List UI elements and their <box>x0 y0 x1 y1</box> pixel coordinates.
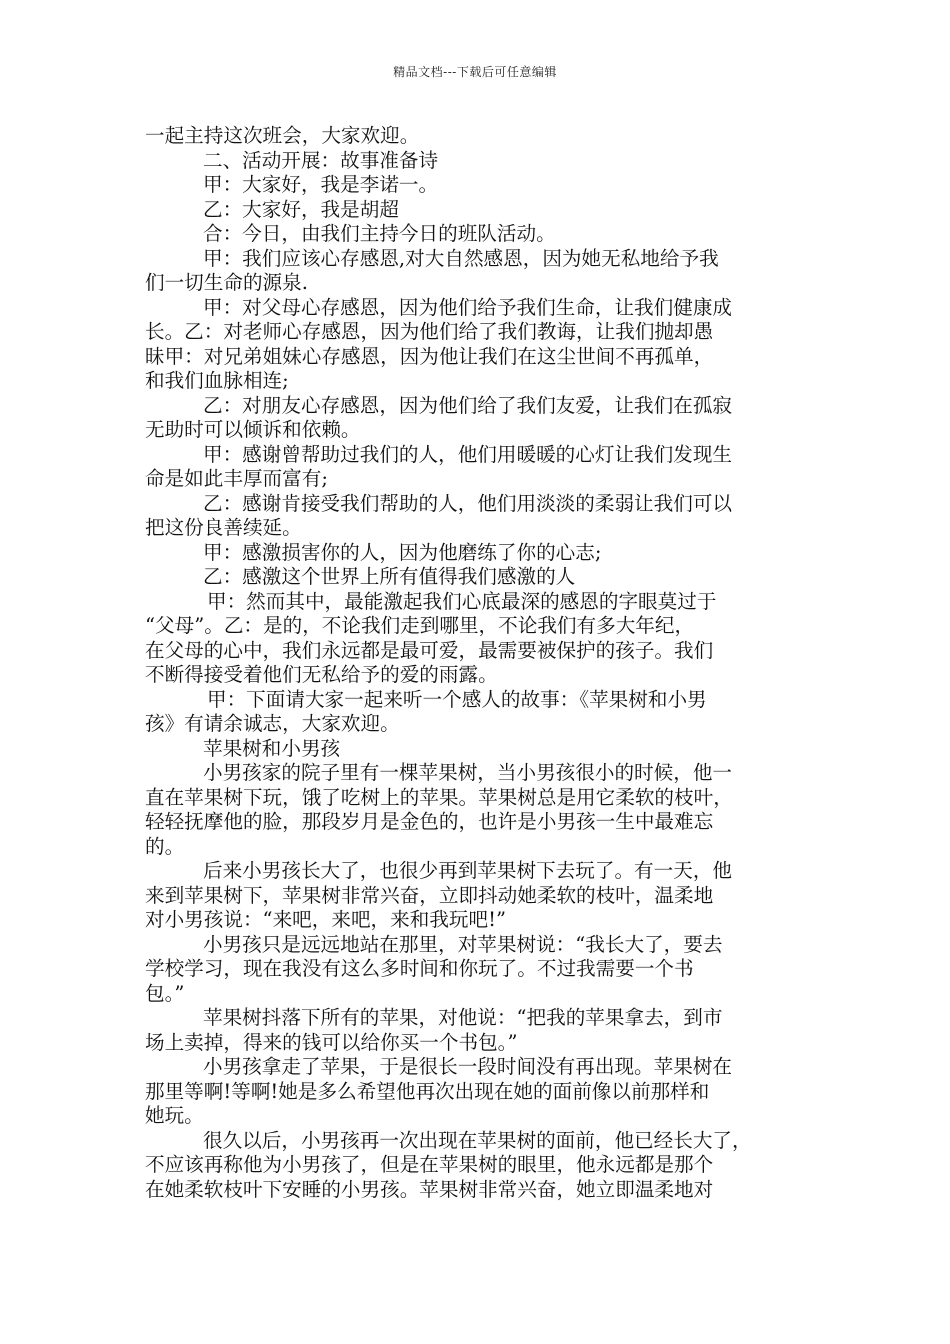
text-line: 很久以后，小男孩再一次出现在苹果树的面前，他已经长大了， <box>203 1128 752 1152</box>
text-line: 不断得接受着他们无私给予的爱的雨露。 <box>145 663 498 686</box>
text-line: 无助时可以倾诉和依赖。 <box>145 418 361 441</box>
text-line: 甲：然而其中，最能激起我们心底最深的感恩的字眼莫过于 <box>207 589 717 613</box>
text-line: 小男孩家的院子里有一棵苹果树，当小男孩很小的时候，他一 <box>203 761 733 784</box>
text-line: 乙：感激这个世界上所有值得我们感激的人 <box>203 565 576 588</box>
text-line: 们一切生命的源泉. <box>145 271 308 294</box>
text-line: 在父母的心中，我们永远都是最可爱，最需要被保护的孩子。我们 <box>145 638 714 662</box>
text-line: 的。 <box>145 834 185 858</box>
text-line: 长。乙：对老师心存感恩，因为他们给了我们教诲，让我们抛却愚 <box>145 320 714 343</box>
text-line: 命是如此丰厚而富有; <box>145 467 328 490</box>
text-line: 甲：下面请大家一起来听一个感人的故事：《苹果树和小男 <box>207 687 707 711</box>
text-line: 直在苹果树下玩，饿了吃树上的苹果。苹果树总是用它柔软的枝叶， <box>145 785 733 809</box>
text-line: 甲：大家好，我是李诺一。 <box>203 173 439 196</box>
text-line: 乙：感谢肯接受我们帮助的人，他们用淡淡的柔弱让我们可以 <box>203 491 733 515</box>
text-line: 不应该再称他为小男孩了，但是在苹果树的眼里，他永远都是那个 <box>145 1153 714 1176</box>
text-line: 轻轻抚摩他的脸，那段岁月是金色的，也许是小男孩一生中最难忘 <box>145 810 714 833</box>
text-line: 一起主持这次班会，大家欢迎。 <box>145 124 420 147</box>
text-line: 合：今日，由我们主持今日的班队活动。 <box>203 222 556 245</box>
text-line: 甲：感谢曾帮助过我们的人，他们用暖暖的心灯让我们发现生 <box>203 442 733 466</box>
text-line: 场上卖掉，得来的钱可以给你买一个书包。” <box>145 1030 518 1054</box>
text-line: 学校学习，现在我没有这么多时间和你玩了。不过我需要一个书 <box>145 957 694 980</box>
text-line: “父母”。乙：是的，不论我们走到哪里，不论我们有多大年纪， <box>145 614 695 637</box>
text-line: 昧甲：对兄弟姐妹心存感恩，因为他让我们在这尘世间不再孤单， <box>145 344 714 368</box>
text-line: 苹果树和小男孩 <box>203 736 341 760</box>
text-line: 和我们血脉相连; <box>145 369 289 392</box>
text-line: 苹果树抖落下所有的苹果，对他说：“把我的苹果拿去，到市 <box>203 1006 723 1029</box>
text-line: 乙：大家好，我是胡超 <box>203 197 399 221</box>
text-line: 孩》有请余诚志，大家欢迎。 <box>145 712 400 735</box>
page-header: 精品文档---下载后可任意编辑 <box>393 65 557 79</box>
text-line: 在她柔软枝叶下安睡的小男孩。苹果树非常兴奋，她立即温柔地对 <box>145 1177 714 1201</box>
text-line: 包。” <box>145 981 185 1005</box>
text-line: 二、活动开展：故事准备诗 <box>203 148 439 172</box>
text-line: 乙：对朋友心存感恩，因为他们给了我们友爱，让我们在孤寂 <box>203 393 733 417</box>
text-line: 对小男孩说：“来吧，来吧，来和我玩吧!” <box>145 908 507 931</box>
text-line: 甲：对父母心存感恩，因为他们给予我们生命，让我们健康成 <box>203 295 733 319</box>
text-line: 甲：我们应该心存感恩,对大自然感恩，因为她无私地给予我 <box>203 246 719 270</box>
text-line: 她玩。 <box>145 1104 204 1127</box>
text-line: 那里等啊!等啊!她是多么希望他再次出现在她的面前像以前那样和 <box>145 1079 710 1103</box>
text-line: 来到苹果树下，苹果树非常兴奋，立即抖动她柔软的枝叶，温柔地 <box>145 883 714 907</box>
text-line: 把这份良善续延。 <box>145 516 302 539</box>
text-line: 后来小男孩长大了，也很少再到苹果树下去玩了。有一天，他 <box>203 859 733 882</box>
document-body <box>145 124 810 1202</box>
text-line: 甲：感激损害你的人，因为他磨练了你的心志; <box>203 540 602 564</box>
text-line: 小男孩拿走了苹果，于是很长一段时间没有再出现。苹果树在 <box>203 1055 733 1078</box>
text-line: 小男孩只是远远地站在那里，对苹果树说：“我长大了，要去 <box>203 932 723 956</box>
